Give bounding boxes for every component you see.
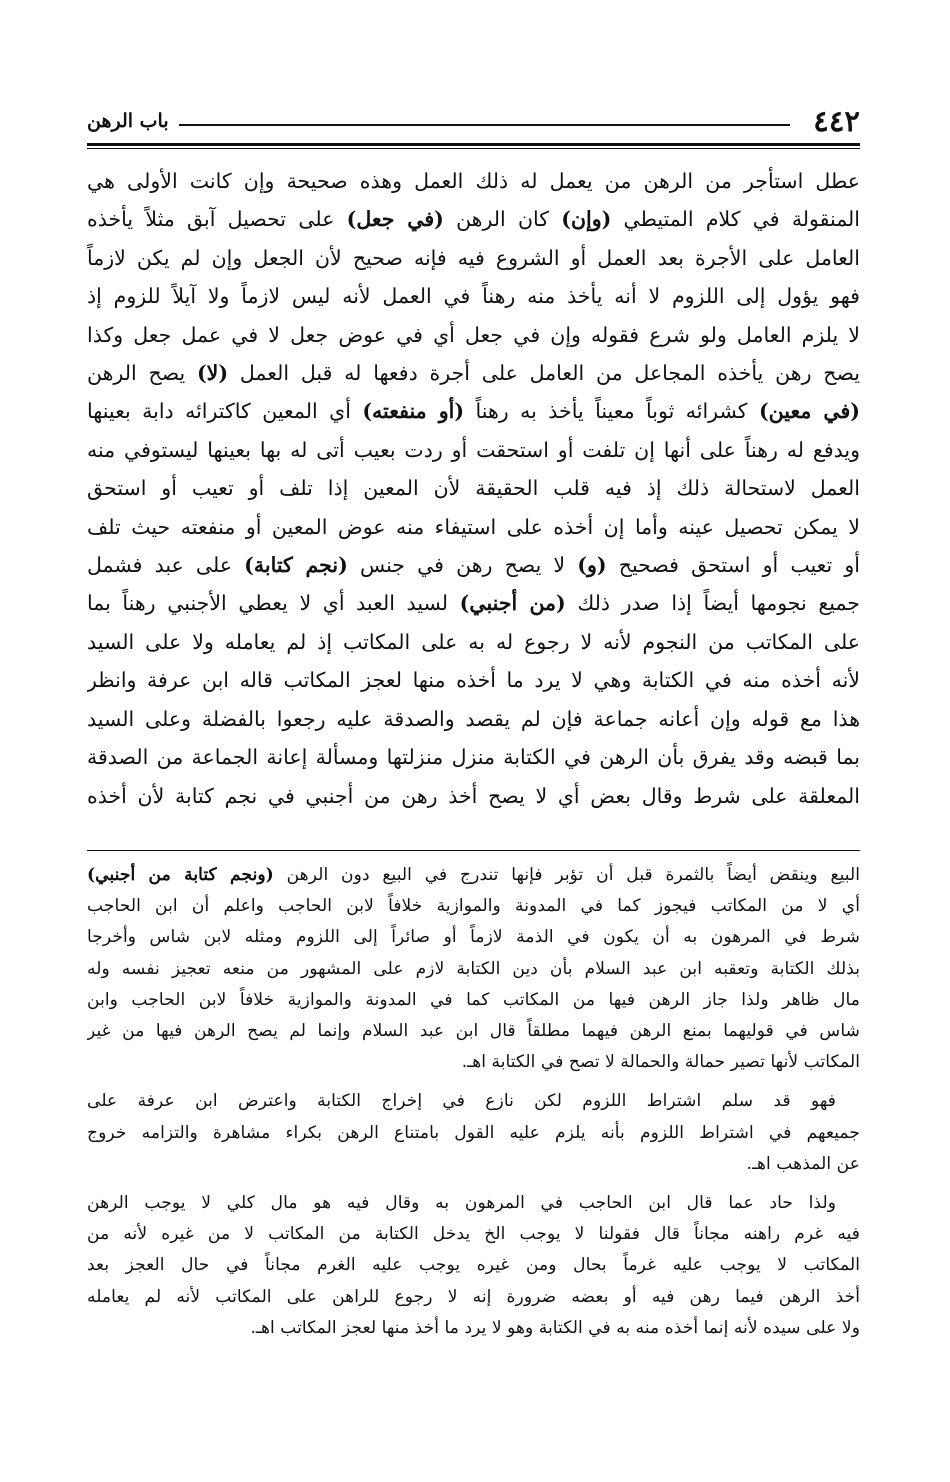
running-header — [87, 101, 860, 141]
main-text-line: (في معين) كشرائه ثوباً معيناً يأخذ به رهناً (أو منفعته) أي المعين كاكترائه دابة بعينها — [87, 399, 860, 424]
main-text-line: جميع نجومها أيضاً إذا صدر ذلك (من أجنبي) لسيد العبد أي لا يعطي الأجنبي رهناً بما — [87, 591, 860, 616]
footnote-line: عن المذهب اهـ. — [746, 1153, 860, 1174]
footnote-line: شرط في المرهون به أن يكون في الذمة لازماً أو صائراً إلى اللزوم ومثله لابن شاس وأخرجا — [87, 927, 860, 948]
footnote-line: مال ظاهر ولذا جاز الرهن فيها من المكاتب كما في المدونة والموازية خلافاً لابن الحاجب وابن — [87, 989, 860, 1010]
header-rule — [179, 124, 790, 126]
footnotes-section — [87, 860, 860, 1352]
main-text-line: فهو يؤول إلى اللزوم لا أنه يأخذ منه رهناً في العمل لأنه ليس لازماً ولا آيلاً للزوم إذ — [87, 284, 860, 309]
footnote-line: المكاتب لأنها تصير حمالة والحمالة لا تصح في الكتابة اهـ. — [461, 1052, 860, 1073]
main-text-line: يصح رهن يأخذه المجاعل من العامل على أجرة دفعها له قبل العمل (لا) يصح الرهن — [87, 361, 860, 386]
footnote-paragraph — [87, 1188, 860, 1344]
main-text-line: العامل على الأجرة بعد العمل أو الشروع فيه فإنه صحيح لأن الجعل وإن لم يكن لازماً — [87, 245, 860, 270]
main-text-line: أو تعيب أو استحق فصحيح (و) لا يصح رهن في جنس (نجم كتابة) على عبد فشمل — [87, 553, 860, 578]
footnote-line: جميعهم في اشتراط اللزوم بأنه يلزم عليه القول بامتناع الرهن بكراء مشاهرة والتزامه خروج — [87, 1122, 860, 1143]
footnote-line: فيه غرم راهنه مجاناً قال فقولنا لا يوجب الخ يدخل الكتابة من المكاتب لا من غيره لأنه من — [87, 1224, 860, 1245]
footnote-line: المكاتب لا يوجب عليه غرماً بحال ومن غيره يوجب عليه الغرم مجاناً في حال العجز بعد — [87, 1255, 860, 1276]
main-text-body — [87, 162, 860, 815]
footnote-paragraph — [87, 1086, 860, 1180]
main-text-line: لأنه أخذه منه في الكتابة وهي لا يرد ما أخذه منها لعجز المكاتب قاله ابن عرفة وانظر — [87, 668, 860, 693]
main-text-line: لا يمكن تحصيل عينه وأما إن أخذه على استيفاء منه عوض المعين أو منفعته حيث تلف — [87, 514, 860, 539]
main-text-line: هذا مع قوله وإن أعانه جماعة فإن لم يقصد والصدقة عليه رجعوا بالفضلة وعلى السيد — [87, 706, 860, 731]
footnote-line: أخذ الرهن فيما رهن فيه أو بعضه ضرورة إنه لا رجوع للراهن على المكاتب لأنه لم يعامله — [87, 1286, 860, 1307]
footnote-line: ولا على سيده لأنه إنما أخذه منه به في الكتابة وهو لا يرد ما أخذ منها لعجز المكاتب اهـ. — [250, 1317, 860, 1338]
chapter-title: باب الرهن — [87, 110, 169, 132]
footnote-line: البيع وينقض أيضاً بالثمرة قبل أن تؤبر فإنها تندرج في البيع دون الرهن (ونجم كتابة من أجنبي) — [87, 865, 860, 885]
footnote-line: أي لا من المكاتب فيجوز كما في المدونة والموازية خلافاً لابن الحاجب واعلم أن ابن الحاجب — [87, 896, 860, 917]
main-text-line: لا يلزم العامل ولو شرع فقوله وإن في جعل أي في عوض جعل لا في عمل جعل وكذا — [87, 322, 860, 347]
main-text-line: ويدفع له رهناً على أنها إن تلفت أو استحقت أو ردت بعيب أتى له بها بعينها ليستوفي منه — [87, 437, 860, 462]
header-divider-thick — [87, 143, 860, 146]
footnote-line: ولذا حاد عما قال ابن الحاجب في المرهون به وقال فيه هو مال كلي لا يوجب الرهن — [87, 1193, 836, 1214]
footnote-divider — [87, 850, 860, 851]
main-text-line: عطل استأجر من الرهن من يعمل له ذلك العمل وهذه صحيحة وإن كانت الأولى هي — [87, 169, 860, 193]
main-text-line: المنقولة في كلام المتيطي (وإن) كان الرهن (في جعل) على تحصيل آبق مثلاً يأخذه — [87, 207, 860, 232]
footnote-line: بذلك الكتابة وتعقبه ابن عبد السلام بأن دين الكتابة لازم على المشهور من منعه تعجيز نفسه وله — [87, 958, 860, 979]
page-number: ٤٤٢ — [813, 104, 860, 138]
main-text-line: المعلقة على شرط وقال بعض أي لا يصح أخذ رهن من أجنبي في نجم كتابة لأن أخذه — [87, 783, 860, 808]
header-divider-thin — [87, 148, 860, 149]
footnote-line: شاس في قوليهما بمنع الرهن فيهما مطلقاً قال ابن عبد السلام وإنما لم يصح الرهن فيها من غير — [87, 1021, 860, 1042]
footnote-line: فهو قد سلم اشتراط اللزوم لكن نازع في إخراج الكتابة واعترض ابن عرفة على — [87, 1091, 836, 1112]
footnote-paragraph — [87, 860, 860, 1078]
main-text-line: بما قبضه وقد يفرق بأن الرهن في الكتابة منزل منزلتها ومسألة إعانة الجماعة من الصدقة — [87, 745, 860, 770]
main-text-line: على المكاتب من النجوم لأنه لا رجوع له به على المكاتب إذ لم يعامله ولا على السيد — [87, 629, 860, 654]
main-text-line: العمل لاستحالة ذلك إذ فيه قلب الحقيقة لأن المعين إذا تلف أو تعيب أو استحق — [87, 476, 860, 501]
